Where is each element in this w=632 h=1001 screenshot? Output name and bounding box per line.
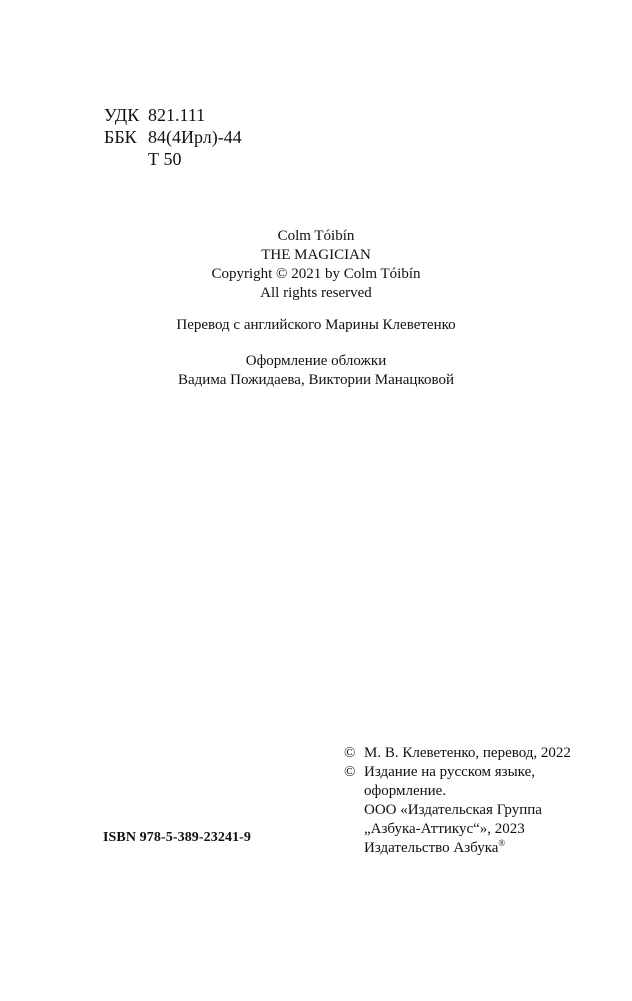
edition-copyright-text-2: оформление.: [364, 783, 447, 799]
bbk-value: 84(4Ирл)-44: [148, 127, 242, 147]
udk-row: [104, 104, 242, 126]
original-author: Colm Tóibín: [277, 228, 355, 244]
original-copyright: Copyright © 2021 by Colm Tóibín: [211, 266, 421, 282]
copyright-symbol: ©: [344, 745, 356, 761]
cover-designers: Вадима Пожидаева, Виктории Манацковой: [178, 372, 454, 388]
classification-block: [104, 104, 242, 170]
copyright-symbol: ©: [344, 764, 356, 780]
original-rights: All rights reserved: [260, 285, 372, 301]
translation-copyright-text: М. В. Клеветенко, перевод, 2022: [364, 745, 571, 761]
edition-copyright-text-3: ООО «Издательская Группа: [364, 802, 542, 818]
cover-design-block: [0, 352, 632, 390]
original-title: THE MAGICIAN: [261, 247, 371, 263]
edition-copyright-line: [344, 763, 571, 782]
russian-copyright-block: [344, 744, 571, 858]
translator-block: [0, 316, 632, 335]
author-mark: Т 50: [148, 149, 182, 169]
edition-copyright-line-2: [344, 782, 571, 801]
edition-copyright-text-4: „Азбука-Аттикус“», 2023: [364, 821, 525, 837]
isbn: ISBN 978-5-389-23241-9: [103, 830, 252, 845]
author-mark-row: [104, 148, 242, 170]
bbk-row: [104, 126, 242, 148]
cover-heading: Оформление обложки: [245, 353, 387, 369]
registered-mark: ®: [498, 838, 506, 848]
udk-value: 821.111: [148, 105, 206, 125]
edition-copyright-line-3: [344, 801, 571, 820]
translator-credit: Перевод с английского Марины Клеветенко: [176, 317, 456, 333]
publisher-name: Издательство Азбука: [364, 840, 499, 856]
edition-copyright-line-4: [344, 820, 571, 839]
udk-label: УДК: [104, 105, 140, 125]
translation-copyright-line: [344, 744, 571, 763]
bbk-label: ББК: [104, 127, 137, 147]
original-edition-block: [0, 227, 632, 303]
edition-copyright-text-1: Издание на русском языке,: [364, 764, 535, 780]
edition-copyright-line-5: [344, 839, 571, 858]
